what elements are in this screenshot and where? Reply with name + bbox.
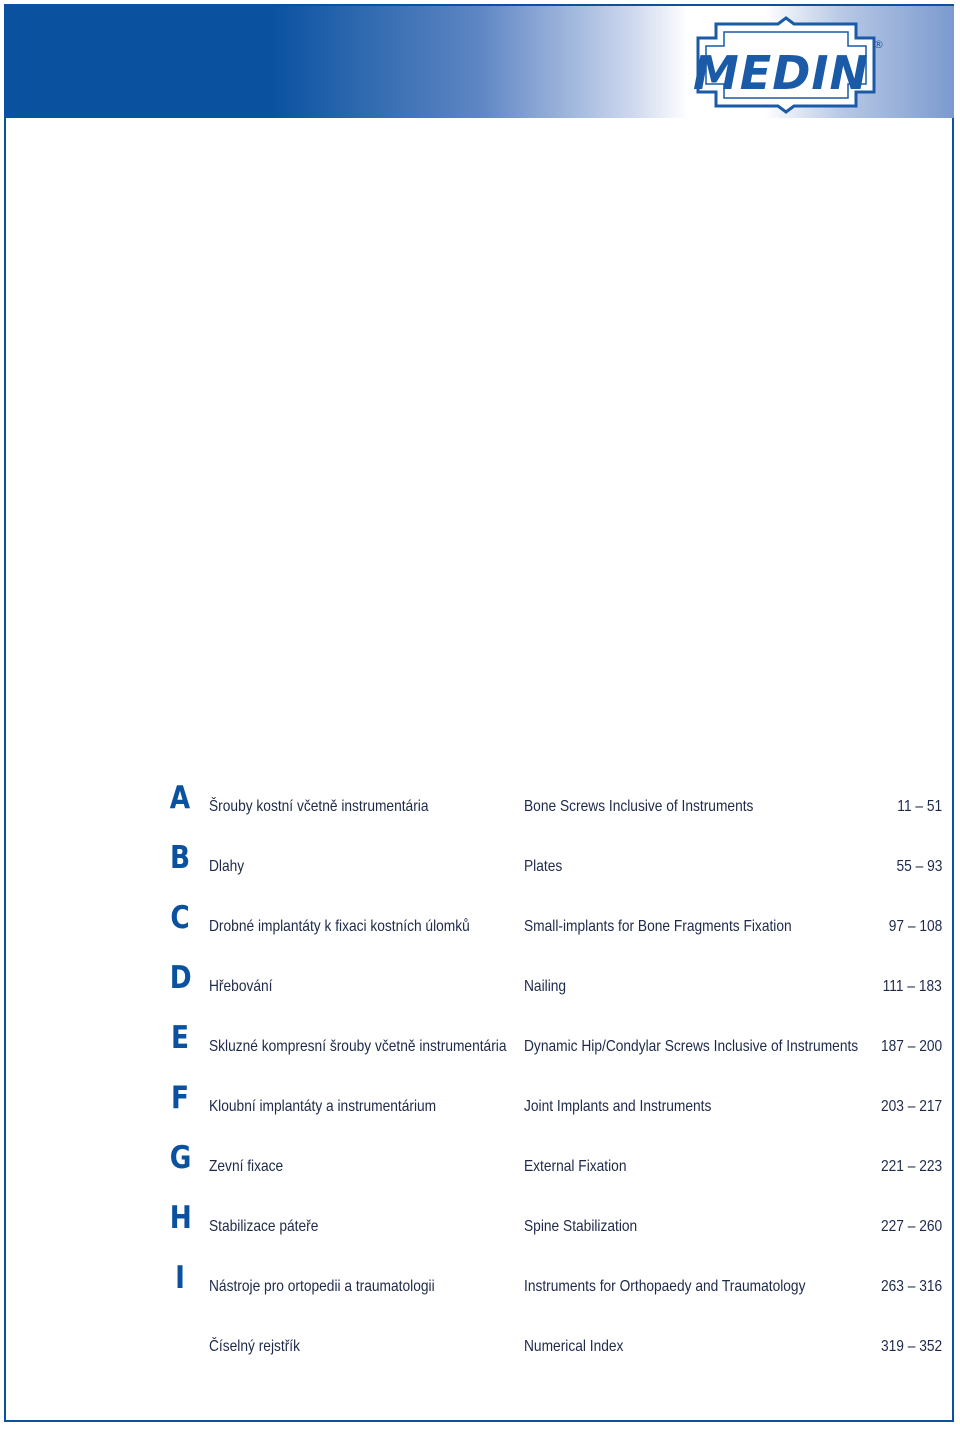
english-title: Bone Screws Inclusive of Instruments: [524, 798, 754, 815]
section-letter: G: [169, 1140, 192, 1176]
header-banner: [6, 6, 954, 118]
section-letter: F: [170, 1080, 190, 1116]
english-title: Numerical Index: [524, 1338, 624, 1355]
medin-logo: [686, 16, 886, 114]
czech-title: Nástroje pro ortopedii a traumatologii: [209, 1278, 435, 1295]
english-title: Spine Stabilization: [524, 1218, 638, 1235]
english-title: External Fixation: [524, 1158, 627, 1175]
section-letter: H: [169, 1200, 192, 1236]
english-title: Plates: [524, 858, 563, 875]
page-range: 111 – 183: [882, 978, 942, 995]
toc-row-index[interactable]: [0, 1318, 960, 1358]
section-letter: D: [169, 960, 192, 996]
czech-title: Kloubní implantáty a instrumentárium: [209, 1098, 437, 1115]
toc-row-a[interactable]: [0, 778, 960, 818]
czech-title: Stabilizace páteře: [209, 1218, 319, 1235]
english-title: Nailing: [524, 978, 567, 995]
czech-title: Drobné implantáty k fixaci kostních úlomků: [209, 918, 470, 935]
toc-row-c[interactable]: [0, 898, 960, 938]
english-title: Small-implants for Bone Fragments Fixation: [524, 918, 792, 935]
page-range: 227 – 260: [880, 1218, 942, 1235]
page-range: 55 – 93: [896, 858, 942, 875]
toc-row-i[interactable]: [0, 1258, 960, 1298]
section-letter: I: [175, 1260, 185, 1296]
page-range: 263 – 316: [880, 1278, 942, 1295]
toc-row-h[interactable]: [0, 1198, 960, 1238]
czech-title: Číselný rejstřík: [209, 1338, 300, 1355]
page-range: 319 – 352: [880, 1338, 942, 1355]
czech-title: Hřebování: [209, 978, 273, 995]
registered-mark: ®: [873, 38, 884, 51]
toc-row-d[interactable]: [0, 958, 960, 998]
english-title: Dynamic Hip/Condylar Screws Inclusive of Instruments: [524, 1038, 859, 1055]
czech-title: Dlahy: [209, 858, 245, 875]
toc-row-f[interactable]: [0, 1078, 960, 1118]
page-range: 97 – 108: [888, 918, 942, 935]
logo-wordmark: MEDIN: [693, 46, 869, 100]
page-range: 187 – 200: [880, 1038, 942, 1055]
page-range: 11 – 51: [897, 798, 942, 815]
toc-row-e[interactable]: [0, 1018, 960, 1058]
section-letter: A: [169, 780, 191, 816]
czech-title: Skluzné kompresní šrouby včetně instrumentária: [209, 1038, 507, 1055]
section-letter: C: [170, 900, 190, 936]
english-title: Joint Implants and Instruments: [524, 1098, 712, 1115]
english-title: Instruments for Orthopaedy and Traumatology: [524, 1278, 806, 1295]
czech-title: Zevní fixace: [209, 1158, 284, 1175]
toc-row-g[interactable]: [0, 1138, 960, 1178]
page-range: 221 – 223: [880, 1158, 942, 1175]
section-letter: E: [170, 1020, 190, 1056]
toc-row-b[interactable]: [0, 838, 960, 878]
section-letter: B: [169, 840, 191, 876]
page-range: 203 – 217: [880, 1098, 942, 1115]
czech-title: Šrouby kostní včetně instrumentária: [209, 798, 429, 815]
